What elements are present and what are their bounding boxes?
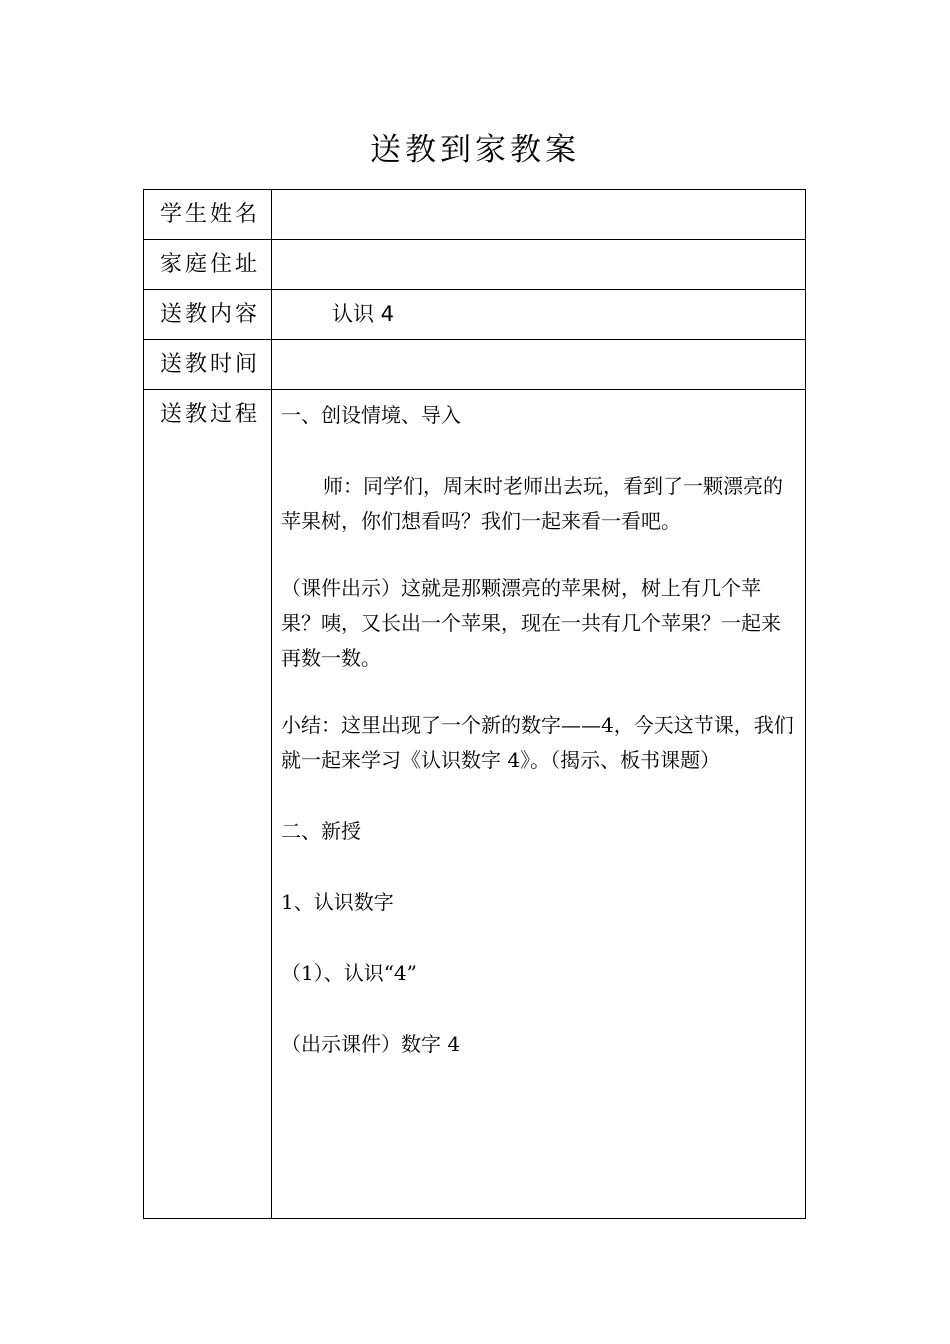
section-heading-intro: 一、创设情境、导入 bbox=[281, 403, 461, 427]
table-row bbox=[144, 340, 806, 390]
content-value: 认识 4 bbox=[272, 290, 806, 340]
document-title: 送教到家教案 bbox=[370, 132, 580, 168]
lesson-plan-table bbox=[143, 189, 806, 1219]
paragraph-teacher-dialogue: 师：同学们，周末时老师出去玩，看到了一颗漂亮的苹果树，你们想看吗？我们一起来看一看吧。 bbox=[281, 474, 783, 533]
home-address-value bbox=[272, 240, 806, 290]
subsection-recognize-four: （1）、认识“4” bbox=[281, 961, 417, 985]
table-row bbox=[144, 290, 806, 340]
process-content bbox=[272, 390, 806, 1219]
paragraph-show-four: （出示课件）数字 4 bbox=[281, 1032, 461, 1056]
subsection-recognize-numbers: 1、认识数字 bbox=[281, 890, 394, 914]
time-value bbox=[272, 340, 806, 390]
row-label-student-name: 学生姓名 bbox=[144, 190, 272, 240]
row-label-home-address: 家庭住址 bbox=[144, 240, 272, 290]
table-row bbox=[144, 390, 806, 1219]
row-label-time: 送教时间 bbox=[144, 340, 272, 390]
table-row bbox=[144, 190, 806, 240]
student-name-value bbox=[272, 190, 806, 240]
section-heading-new-lesson: 二、新授 bbox=[281, 819, 361, 843]
table-row bbox=[144, 240, 806, 290]
paragraph-summary: 小结：这里出现了一个新的数字——4，今天这节课，我们就一起来学习《认识数字 4》。（揭示、板书课题） bbox=[281, 713, 794, 772]
row-label-content: 送教内容 bbox=[144, 290, 272, 340]
paragraph-courseware: （课件出示）这就是那颗漂亮的苹果树，树上有几个苹果？咦，又长出一个苹果，现在一共有几个苹果？一起来再数一数。 bbox=[281, 576, 781, 670]
row-label-process: 送教过程 bbox=[144, 390, 272, 1219]
